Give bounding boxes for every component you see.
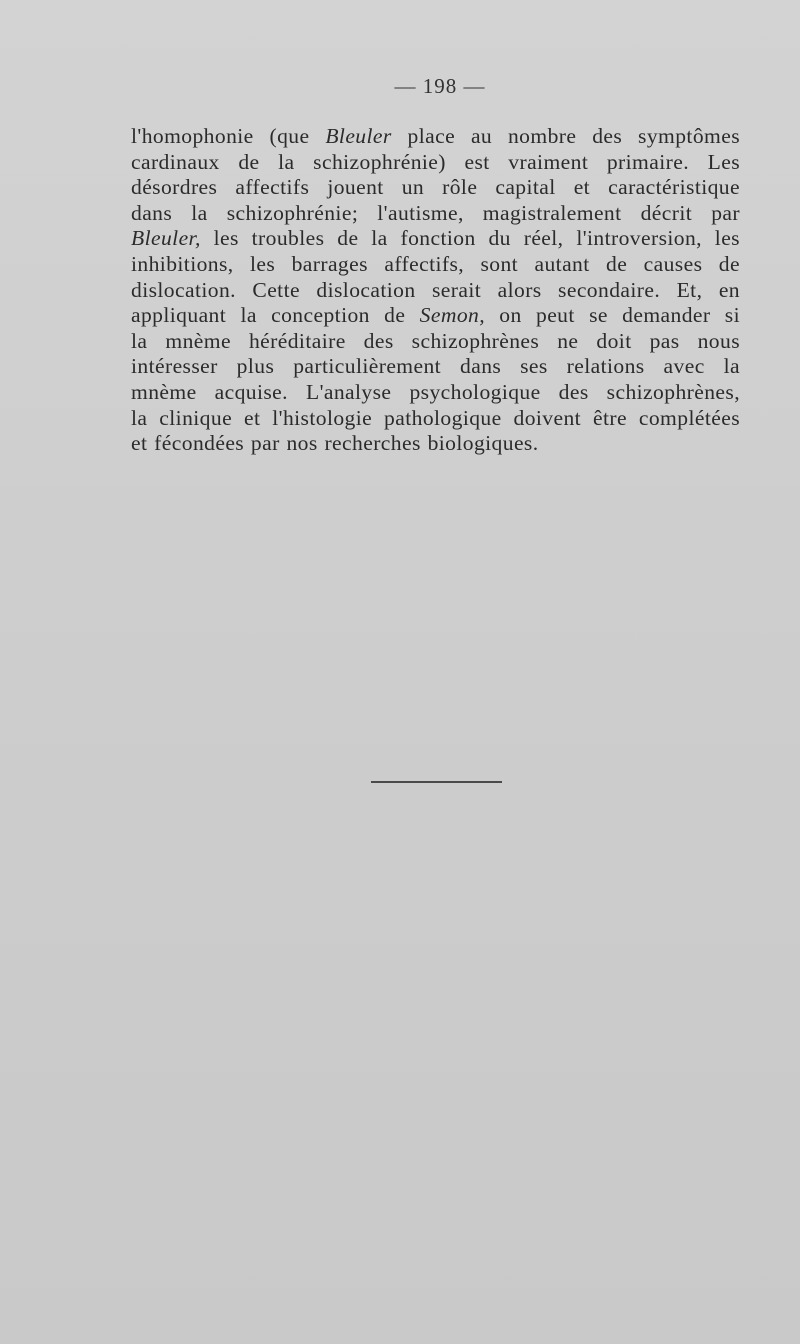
page-number: — 198 — [394, 74, 486, 98]
italic-name: Bleuler [325, 124, 392, 148]
text-run: on peut se demander si [485, 303, 740, 328]
text-line [131, 303, 740, 329]
text-line [131, 124, 740, 150]
text-line [131, 175, 740, 201]
text-run: la clinique et l'histologie pathologique doivent être complétées [131, 405, 740, 430]
text-line [131, 380, 740, 406]
text-run: la mnème héréditaire des schizophrènes ne doit pas nous [131, 328, 740, 353]
text-line [131, 329, 740, 355]
text-run: mnème acquise. L'analyse psychologique des schizophrènes, [131, 379, 740, 404]
text-run: cardinaux de la schizophrénie) est vraiment primaire. Les [131, 149, 740, 174]
text-run: inhibitions, les barrages affectifs, sont autant de causes de [131, 251, 740, 276]
text-run: dans la schizophrénie; l'autisme, magistralement décrit par [131, 200, 740, 225]
text-line [131, 354, 740, 380]
text-line [131, 406, 740, 432]
section-end-rule [371, 781, 502, 783]
italic-name: Bleuler, [131, 226, 201, 251]
text-line [131, 150, 740, 176]
text-run: et fécondées par nos recherches biologiques. [131, 431, 539, 456]
text-line [131, 278, 740, 304]
text-run: l'homophonie (que [131, 124, 326, 148]
body-paragraph [131, 124, 740, 457]
text-line [131, 431, 740, 457]
text-run: dislocation. Cette dislocation serait alors secondaire. Et, en [131, 277, 740, 302]
text-line [131, 252, 740, 278]
italic-name: Semon, [419, 303, 486, 328]
text-run: place au nombre des symptômes [391, 124, 740, 148]
text-run: désordres affectifs jouent un rôle capital et caractéristique [131, 175, 740, 200]
text-line [131, 226, 740, 252]
text-run: les troubles de la fonction du réel, l'introversion, les [200, 226, 740, 251]
text-run: appliquant la conception de [131, 303, 420, 328]
text-run: intéresser plus particulièrement dans ses relations avec la [131, 354, 740, 379]
text-line [131, 201, 740, 227]
